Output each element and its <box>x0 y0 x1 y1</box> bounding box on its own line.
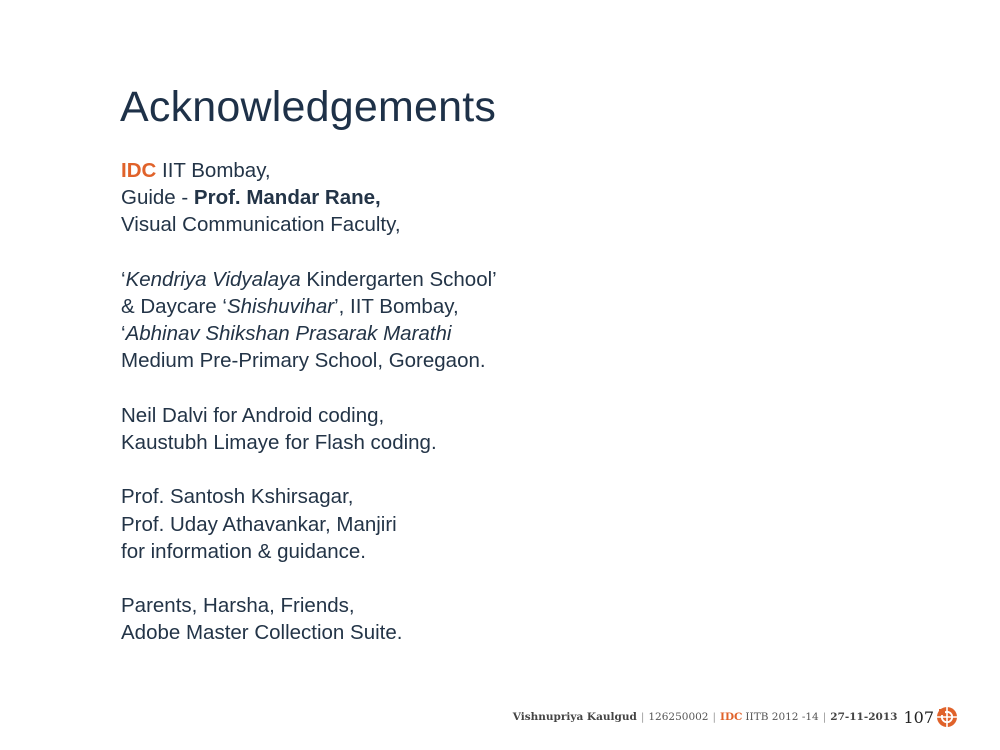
text-line <box>121 320 641 347</box>
text-segment: Visual Communication Faculty, <box>121 213 401 237</box>
text-line <box>121 538 641 565</box>
paragraph-spacer <box>121 565 641 592</box>
footer-separator: | <box>640 711 645 723</box>
text-segment: Kaustubh Limaye for Flash coding. <box>121 431 437 454</box>
text-segment: Guide - <box>121 186 194 210</box>
page-footer <box>513 706 958 728</box>
text-line <box>121 483 641 510</box>
text-segment: Parents, Harsha, Friends, <box>121 594 355 618</box>
text-line <box>121 402 641 429</box>
text-segment: Adobe Master Collection Suite. <box>121 621 403 645</box>
idc-logo-icon <box>936 706 958 728</box>
page-number: 107 <box>903 707 934 727</box>
text-segment: Prof. Uday Athavankar, Manjiri <box>121 512 397 536</box>
footer-author: Vishnupriya Kaulgud <box>512 711 637 723</box>
footer-roll-number: 126250002 <box>648 711 709 723</box>
text-line <box>121 184 641 211</box>
paragraph-spacer <box>121 456 641 483</box>
footer-separator: | <box>712 711 717 723</box>
page-title: Acknowledgements <box>120 83 497 131</box>
text-line <box>121 429 641 456</box>
text-line <box>121 619 641 646</box>
acknowledgements-body <box>121 157 641 647</box>
acknowledgement-paragraph <box>121 483 641 565</box>
accent-text: IDC <box>121 159 157 182</box>
text-segment: Neil Dalvi for Android coding, <box>121 403 385 427</box>
text-segment: ‘ <box>121 267 126 291</box>
footer-institute: IITB 2012 -14 <box>745 711 819 723</box>
footer-separator: | <box>822 711 827 723</box>
italic-text: Shishuvihar <box>226 295 335 318</box>
text-line <box>121 266 641 293</box>
footer-date: 27-11-2013 <box>830 711 898 723</box>
text-line <box>121 293 641 320</box>
text-segment: Medium Pre-Primary School, Goregaon. <box>121 349 486 373</box>
footer-institute-accent: IDC <box>720 711 743 723</box>
text-line <box>121 211 641 238</box>
text-line <box>121 511 641 538</box>
text-line <box>121 592 641 619</box>
text-line <box>121 157 641 184</box>
text-segment: Kindergarten School’ <box>300 267 497 291</box>
text-segment: Prof. Santosh Kshirsagar, <box>121 485 354 509</box>
acknowledgement-paragraph <box>121 266 641 375</box>
text-segment: ‘ <box>121 322 126 346</box>
italic-text: Kendriya Vidyalaya <box>125 267 301 291</box>
acknowledgement-paragraph <box>121 592 641 646</box>
text-line <box>121 347 641 374</box>
bold-text: Prof. Mandar Rane, <box>193 186 381 210</box>
text-segment: for information & guidance. <box>121 539 366 563</box>
paragraph-spacer <box>121 239 641 266</box>
text-segment: & Daycare ‘ <box>121 295 227 318</box>
italic-text: Abhinav Shikshan Prasarak Marathi <box>125 322 452 346</box>
acknowledgement-paragraph <box>121 402 641 456</box>
acknowledgement-paragraph <box>121 157 641 239</box>
text-segment: ’, IIT Bombay, <box>334 295 459 318</box>
paragraph-spacer <box>121 375 641 402</box>
text-segment: IIT Bombay, <box>156 159 271 182</box>
